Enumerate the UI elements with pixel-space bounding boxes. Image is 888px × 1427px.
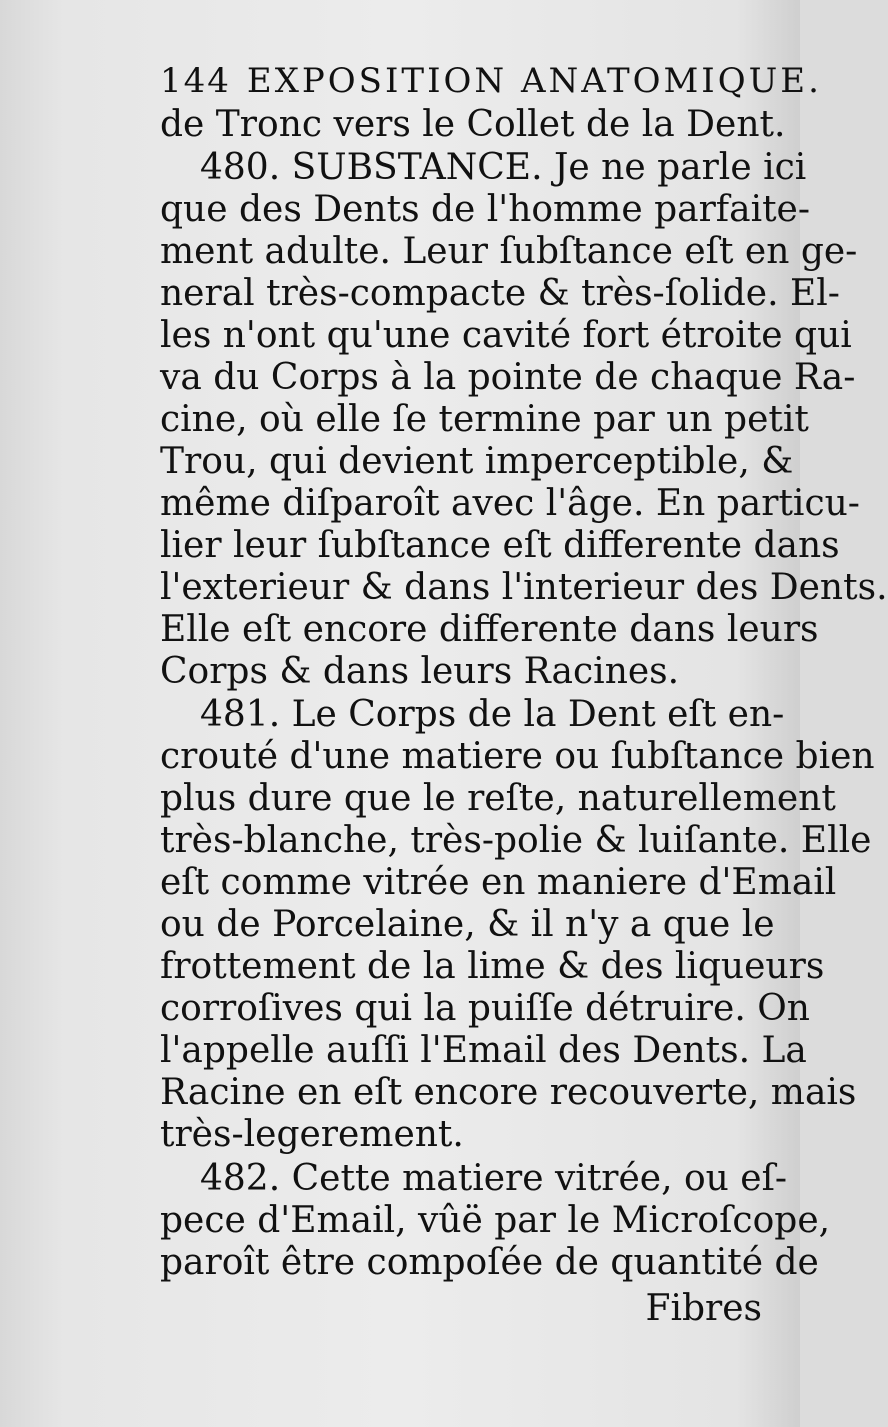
- text-line: très-legerement.: [160, 1114, 464, 1155]
- text-line: ment adulte. Leur ſubſtance eſt en ge-: [160, 231, 858, 272]
- text-line: même diſparoît avec l'âge. En particu-: [160, 483, 860, 524]
- running-title: EXPOSITION ANATOMIQUE.: [246, 61, 822, 101]
- text-line: très-blanche, très-polie & luiſante. Elle: [160, 820, 872, 861]
- text-line: l'appelle auſſi l'Email des Dents. La: [160, 1030, 807, 1071]
- text-line: ou de Porcelaine, & il n'y a que le: [160, 904, 775, 945]
- text-line: eſt comme vitrée en maniere d'Email: [160, 862, 837, 903]
- text-line: Trou, qui devient imperceptible, &: [160, 441, 794, 482]
- text-line: les n'ont qu'une cavité fort étroite qui: [160, 315, 852, 356]
- catchword: Fibres: [645, 1288, 762, 1329]
- paragraph-481-start: 481. Le Corps de la Dent eſt en-: [200, 694, 785, 735]
- page-number: 144: [160, 61, 231, 101]
- text-line: l'exterieur & dans l'interieur des Dents.: [160, 567, 888, 608]
- running-head: [160, 58, 822, 104]
- text-line: corroſives qui la puiſſe détruire. On: [160, 988, 810, 1029]
- text-line: paroît être compoſée de quantité de: [160, 1242, 819, 1283]
- text-line: lier leur ſubſtance eſt differente dans: [160, 525, 840, 566]
- text-line: frottement de la lime & des liqueurs: [160, 946, 825, 987]
- paragraph-482-start: 482. Cette matiere vitrée, ou eſ-: [200, 1158, 788, 1199]
- text-line: va du Corps à la pointe de chaque Ra-: [160, 357, 856, 398]
- text-line: Racine en eſt encore recouverte, mais: [160, 1072, 857, 1113]
- text-line: crouté d'une matiere ou ſubſtance bien: [160, 736, 875, 777]
- text-line: Corps & dans leurs Racines.: [160, 651, 680, 692]
- text-line: que des Dents de l'homme parfaite-: [160, 189, 811, 230]
- text-line: cine, où elle ſe termine par un petit: [160, 399, 809, 440]
- text-line: neral très-compacte & très-ſolide. El-: [160, 273, 840, 314]
- text-line: pece d'Email, vûë par le Microſcope,: [160, 1200, 831, 1241]
- text-line: plus dure que le reſte, naturellement: [160, 778, 836, 819]
- text-line: de Tronc vers le Collet de la Dent.: [160, 104, 786, 145]
- paragraph-480-start: 480. SUBSTANCE. Je ne parle ici: [200, 147, 807, 188]
- text-line: Elle eſt encore differente dans leurs: [160, 609, 819, 650]
